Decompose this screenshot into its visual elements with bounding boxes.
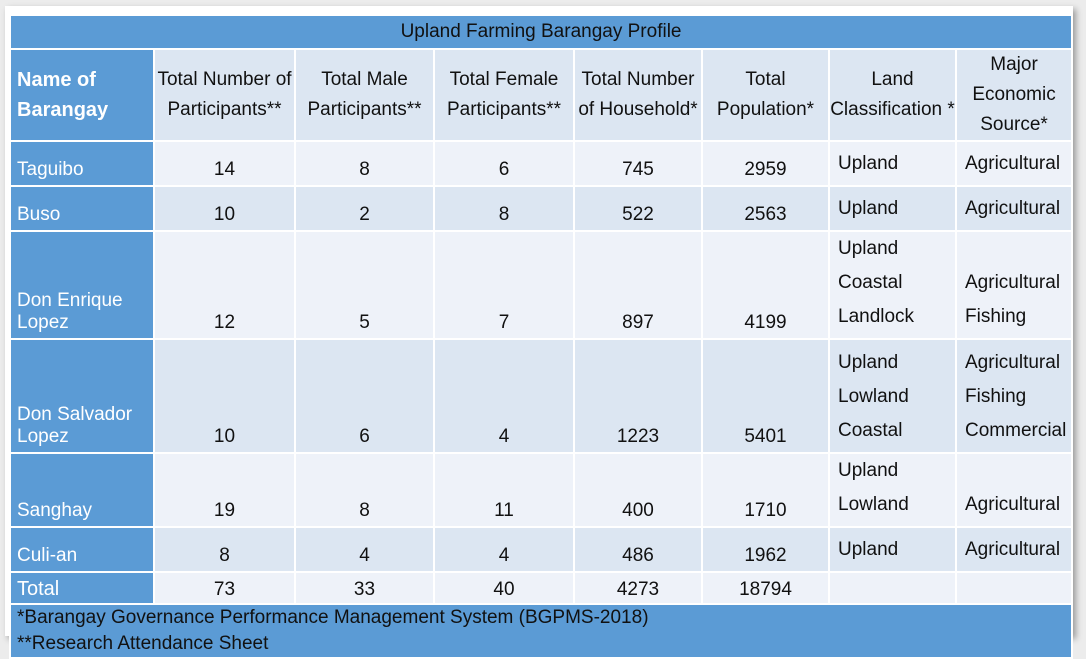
cell-economic-source	[956, 339, 1072, 453]
source-line: Agricultural	[965, 352, 1061, 373]
table-row	[10, 453, 1072, 527]
cell-land-classification	[829, 339, 956, 453]
cell-population: 1962	[702, 527, 829, 572]
land-line: Lowland	[838, 386, 909, 407]
land-line: Upland	[838, 238, 899, 259]
table-title: Upland Farming Barangay Profile	[10, 15, 1072, 49]
barangay-name: Don Salvador Lopez	[10, 339, 154, 453]
cell-economic-source	[956, 186, 1072, 231]
source-line: Agricultural	[965, 272, 1061, 293]
barangay-name: Buso	[10, 186, 154, 231]
footnote-row	[10, 604, 1072, 658]
barangay-profile-table	[9, 14, 1073, 659]
table-row	[10, 186, 1072, 231]
cell-land-classification	[829, 527, 956, 572]
cell-economic-source	[956, 141, 1072, 186]
cell-female: 7	[434, 231, 574, 339]
cell-female: 8	[434, 186, 574, 231]
cell-female: 4	[434, 527, 574, 572]
cell-male: 6	[295, 339, 434, 453]
source-line: Agricultural	[965, 153, 1061, 174]
land-line: Upland	[838, 460, 899, 481]
barangay-name: Sanghay	[10, 453, 154, 527]
table-title-row	[10, 15, 1072, 49]
cell-female: 11	[434, 453, 574, 527]
header-name-of-barangay: Name of Barangay	[10, 49, 154, 141]
footnote-attendance: **Research Attendance Sheet	[17, 633, 269, 654]
cell-land-classification	[829, 453, 956, 527]
cell-land-classification	[829, 141, 956, 186]
land-line: Upland	[838, 352, 899, 373]
source-line: Commercial	[965, 420, 1067, 441]
header-land-classification: Land Classification *	[829, 49, 956, 141]
source-line: Agricultural	[965, 198, 1061, 219]
barangay-name: Taguibo	[10, 141, 154, 186]
cell-population: 2563	[702, 186, 829, 231]
table-row	[10, 231, 1072, 339]
cell-population: 1710	[702, 453, 829, 527]
cell-population: 2959	[702, 141, 829, 186]
table-row	[10, 339, 1072, 453]
land-line: Landlock	[838, 306, 915, 327]
slide-frame	[5, 6, 1073, 654]
header-total-population: Total Population*	[702, 49, 829, 141]
barangay-name: Culi-an	[10, 527, 154, 572]
cell-land-classification	[829, 231, 956, 339]
total-female: 40	[434, 572, 574, 604]
cell-participants: 10	[154, 186, 295, 231]
cell-household: 400	[574, 453, 702, 527]
total-household: 4273	[574, 572, 702, 604]
land-line: Lowland	[838, 494, 909, 515]
land-line: Upland	[838, 198, 899, 219]
total-land-empty	[829, 572, 956, 604]
total-source-empty	[956, 572, 1072, 604]
land-line: Upland	[838, 153, 899, 174]
land-line: Coastal	[838, 420, 903, 441]
cell-female: 6	[434, 141, 574, 186]
footnotes	[10, 604, 1072, 658]
cell-participants: 12	[154, 231, 295, 339]
cell-participants: 8	[154, 527, 295, 572]
total-label: Total	[10, 572, 154, 604]
cell-participants: 19	[154, 453, 295, 527]
cell-household: 897	[574, 231, 702, 339]
cell-population: 4199	[702, 231, 829, 339]
cell-male: 8	[295, 141, 434, 186]
cell-population: 5401	[702, 339, 829, 453]
cell-economic-source	[956, 231, 1072, 339]
cell-household: 745	[574, 141, 702, 186]
header-male-participants: Total Male Participants**	[295, 49, 434, 141]
total-population: 18794	[702, 572, 829, 604]
table-row	[10, 141, 1072, 186]
cell-household: 1223	[574, 339, 702, 453]
land-line: Upland	[838, 539, 899, 560]
footnote-bgpms: *Barangay Governance Performance Management System (BGPMS-2018)	[17, 607, 649, 628]
cell-participants: 10	[154, 339, 295, 453]
table-row	[10, 527, 1072, 572]
cell-household: 486	[574, 527, 702, 572]
cell-female: 4	[434, 339, 574, 453]
header-economic-source: Major Economic Source*	[956, 49, 1072, 141]
source-line: Agricultural	[965, 539, 1061, 560]
cell-household: 522	[574, 186, 702, 231]
cell-land-classification	[829, 186, 956, 231]
cell-economic-source	[956, 527, 1072, 572]
total-participants: 73	[154, 572, 295, 604]
source-line: Fishing	[965, 306, 1027, 327]
header-female-participants: Total Female Participants**	[434, 49, 574, 141]
land-line: Coastal	[838, 272, 903, 293]
source-line: Agricultural	[965, 494, 1061, 515]
cell-male: 4	[295, 527, 434, 572]
source-line: Fishing	[965, 386, 1027, 407]
header-row	[10, 49, 1072, 141]
header-total-household: Total Number of Household*	[574, 49, 702, 141]
total-row	[10, 572, 1072, 604]
cell-male: 8	[295, 453, 434, 527]
cell-economic-source	[956, 453, 1072, 527]
total-male: 33	[295, 572, 434, 604]
cell-male: 2	[295, 186, 434, 231]
barangay-name: Don Enrique Lopez	[10, 231, 154, 339]
header-total-participants: Total Number of Participants**	[154, 49, 295, 141]
cell-participants: 14	[154, 141, 295, 186]
cell-male: 5	[295, 231, 434, 339]
